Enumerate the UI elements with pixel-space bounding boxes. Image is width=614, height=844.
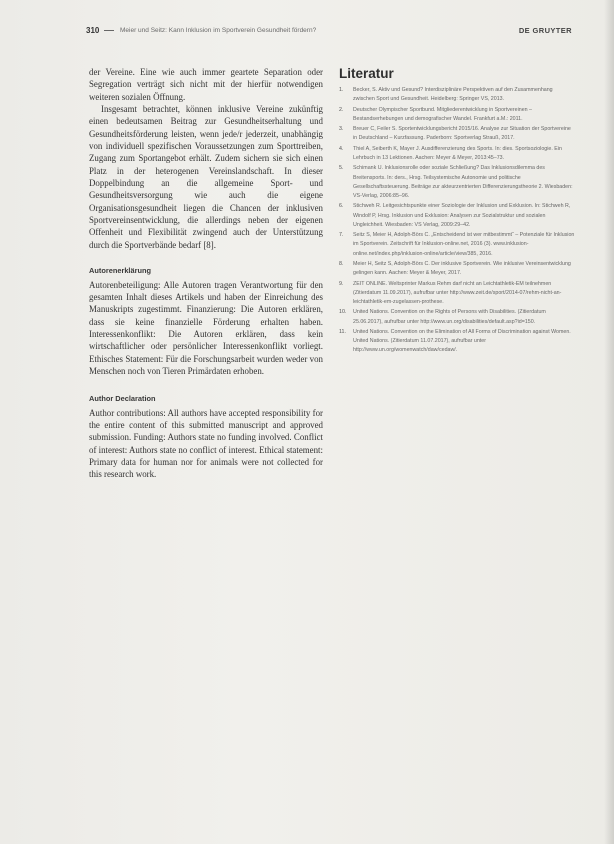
reference-number: 2. xyxy=(339,106,344,113)
intro-paragraph-2: Insgesamt betrachtet, können inklusive Vereine zukünftig einen bedeutsamen Beitrag zur Gesundheitserhaltung und Gesundheitsförderung leisten, wenn jede/r jederzeit, unabhängig von individuell spezifischen Voraussetzungen zum Sporttreiben, Zugang zum Sportangebot erhält. Zudem sichern sie sich einen Platz in der heterogenen Vereinslandschaft. In dieser Doppelbindung an die allgemeine Sport- und Gesundheitsversorgung wie auch die eigene Organisationsgesundheit liegen die Chancen der inklusiven Sportvereinsentwicklung, die allerdings neben der eigenen Offenheit und Flexibilität zwingend auch der Unterstützung durch die Sportverbände bedarf [8]. xyxy=(89,104,323,250)
reference-text: United Nations. Convention on the Rights of Persons with Disabilities. (Zitierdatum 25.06.2017), aufrufbar unter http://www.un.org/disabilities/default.asp?id=150. xyxy=(353,309,546,325)
reference-text: United Nations. Convention on the Elimination of All Forms of Discrimination against Women. United Nations. (Zitierdatum 11.07.2017), aufrufbar unter http://www.un.org/womenwatch/daw/cedaw/. xyxy=(353,328,571,354)
left-column xyxy=(89,66,323,481)
reference-item xyxy=(339,328,575,356)
reference-item xyxy=(339,125,575,143)
reference-list xyxy=(339,86,575,356)
reference-number: 3. xyxy=(339,126,344,133)
reference-item xyxy=(339,260,575,278)
reference-item xyxy=(339,231,575,259)
reference-item xyxy=(339,86,575,104)
reference-item xyxy=(339,145,575,163)
reference-item xyxy=(339,202,575,230)
author-declaration-heading: Author Declaration xyxy=(89,394,156,404)
header-divider xyxy=(104,30,114,31)
reference-text: ZEIT ONLINE. Weltsprinter Markus Rehm darf nicht an Leichtathletik-EM teilnehmen (Zitierdatum 11.09.2017), aufrufbar unter http://www.zeit.de/sport/2014-07/rehm-nicht-an-leichtathletik-em-zugelassen-prothese. xyxy=(353,280,562,305)
reference-text: Thiel A, Seiberth K, Mayer J. Ausdifferenzierung des Sports. In: dies. Sportsoziologie. Ein Lehrbuch in 13 Lektionen. Aachen: Meyer & Meyer, 2013:45–73. xyxy=(353,145,562,161)
reference-text: Schimank U. Inklusionsrolle oder soziale Schließung? Das Inklusionsdilemma des Breitensports. In: ders., Hrsg. Teilsystemische Autonomie und politische Gesellschaftssteuerung. Beiträge zur akteurzentrierten Differenzierungstheorie 2. Wiesbaden: VS-Verlag, 2006:85–96. xyxy=(353,165,573,199)
page-header xyxy=(86,25,572,39)
reference-number: 8. xyxy=(339,260,344,267)
running-title: Meier und Seitz: Kann Inklusion im Sportverein Gesundheit fördern? xyxy=(120,27,317,34)
reference-number: 10. xyxy=(339,309,347,316)
reference-number: 1. xyxy=(339,87,344,93)
reference-number: 5. xyxy=(339,165,344,172)
reference-text: Stichweh R. Leitgesichtspunkte einer Soziologie der Inklusion und Exklusion. In: Stichweh R, Windolf P, Hrsg. Inklusion und Exklusion: Analysen zur Sozialstruktur und sozialen Ungleichheit. Wiesbaden: VS Verlag, 2009:29–42. xyxy=(353,203,571,228)
author-declaration-text: Author contributions: All authors have accepted responsibility for the entire content of this submitted manuscript and approved submission. Funding: Authors state no funding involved. Conflict of interest: Authors state no conflict of interest. Ethical statement: Primary data for human nor for animals were not collected for this research work. xyxy=(89,407,323,480)
autorenerklaerung-text: Autorenbeteiligung: Alle Autoren tragen Verantwortung für den gesamten Inhalt dieses Artikels und haben der Einreichung des Manuskripts zugestimmt. Finanzierung: Die Autoren erklären, dass sie keine finanzielle Förderung erhalten haben. Interessenkonflikt: Die Autoren erklären, dass kein wirtschaftlicher oder persönlicher Interessenkonflikt vorliegt. Ethisches Statement: Für die Forschungsarbeit wurden weder von Menschen noch von Tieren Primärdaten erhoben. xyxy=(89,279,323,376)
reference-number: 7. xyxy=(339,232,344,239)
reference-text: Becker, S. Aktiv und Gesund? Interdisziplinäre Perspektiven auf den Zusammenhang zwischen Sport und Gesundheit. Heidelberg: Springer VS, 2013. xyxy=(353,87,553,103)
reference-number: 4. xyxy=(339,145,344,152)
author-declaration-section xyxy=(89,393,323,480)
reference-text: Seitz S, Meier H, Adolph-Börs C. „Entscheidend ist wer mitbestimmt“ – Potenziale für Inklusion im Sportverein. Zeitschrift für Inklusion-online.net, 2016 (3). www.inklusion-online.net/index.php/inklusion-online/article/view/385, 2016. xyxy=(353,232,575,257)
reference-number: 9. xyxy=(339,280,344,287)
reference-item xyxy=(339,164,575,201)
autorenerklaerung-section xyxy=(89,265,323,377)
reference-item xyxy=(339,106,575,124)
reference-number: 6. xyxy=(339,203,344,210)
reference-item xyxy=(339,308,575,326)
right-column xyxy=(339,66,575,357)
reference-text: Meier H, Seitz S, Adolph-Börs C. Der inklusive Sportverein. Wie inklusive Vereinsentwicklung gelingen kann. Aachen: Meyer & Meyer, 2017. xyxy=(353,260,571,277)
reference-number: 11. xyxy=(339,328,346,335)
page-number: 310 xyxy=(86,26,100,35)
reference-text: Deutscher Olympischer Sportbund. Mitgliederentwicklung in Sportvereinen – Bestandserhebungen und demografischer Wandel. Frankfurt a.M.: 2011. xyxy=(353,106,533,122)
page-edge-shadow xyxy=(604,0,614,844)
publisher-brand: DE GRUYTER xyxy=(518,26,572,35)
reference-text: Breuer C, Feiler S. Sportentwicklungsbericht 2015/16. Analyse zur Situation der Sportvereine in Deutschland – Kurzfassung. Paderborn: Sportverlag Strauß, 2017. xyxy=(353,126,571,142)
intro-paragraph-1: der Vereine. Eine wie auch immer geartete Separation oder Segregation verträgt sich nicht mit der hierfür notwendigen weiteren sozialen Öffnung. xyxy=(89,67,323,102)
reference-item xyxy=(339,280,575,308)
literature-heading: Literatur xyxy=(339,66,394,81)
autorenerklaerung-heading: Autorenerklärung xyxy=(89,266,152,276)
